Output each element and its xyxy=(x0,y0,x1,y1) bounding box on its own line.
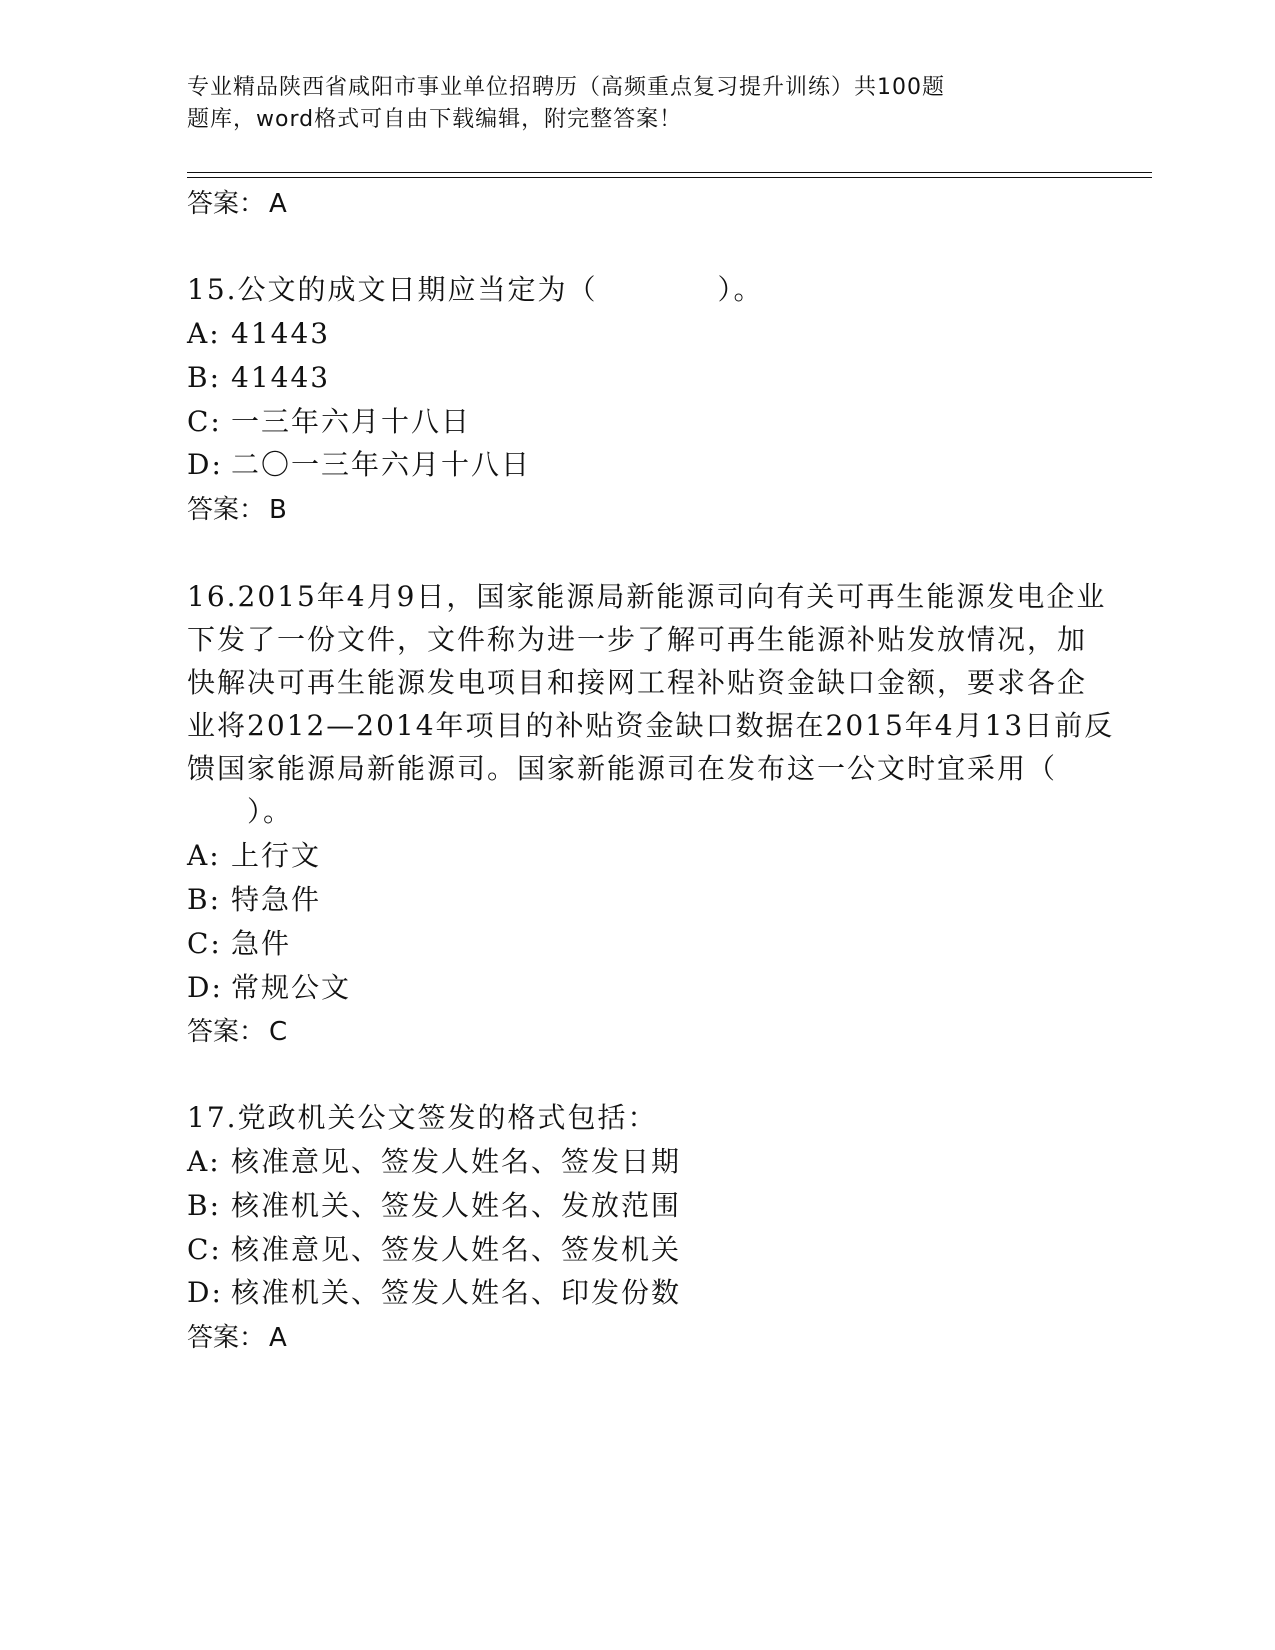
option-text: 41443 xyxy=(231,317,331,350)
option-letter: A: xyxy=(187,1145,221,1178)
answer-line-q15 xyxy=(187,490,287,530)
document-header-line-1: 专业精品陕西省咸阳市事业单位招聘历（高频重点复习提升训练）共100题 xyxy=(187,75,945,100)
option-letter: A: xyxy=(187,317,221,350)
option-letter: B: xyxy=(187,361,222,394)
option-letter: D: xyxy=(187,971,223,1004)
answer-value: B xyxy=(269,495,287,525)
answer-value: A xyxy=(269,189,287,219)
answer-label: 答案： xyxy=(187,1323,266,1353)
option-letter: B: xyxy=(187,883,222,916)
option-text: 核准意见、签发人姓名、签发日期 xyxy=(231,1145,682,1178)
question-16-option-a xyxy=(187,834,321,878)
option-letter: D: xyxy=(187,1276,223,1309)
option-letter: C: xyxy=(187,405,222,438)
question-15-option-d xyxy=(187,443,531,487)
question-16-stem-line-3: 快解决可再生能源发电项目和接网工程补贴资金缺口金额，要求各企 xyxy=(187,666,1088,699)
option-text: 核准意见、签发人姓名、签发机关 xyxy=(231,1233,682,1266)
option-text: 特急件 xyxy=(231,883,322,916)
question-17-option-a xyxy=(187,1140,681,1184)
option-text: 核准机关、签发人姓名、印发份数 xyxy=(231,1276,682,1309)
question-16-stem-line-1: 16.2015年4月9日，国家能源局新能源司向有关可再生能源发电企业 xyxy=(187,580,1107,613)
question-17-option-d xyxy=(187,1271,681,1315)
question-17-option-b xyxy=(187,1184,681,1228)
option-letter: B: xyxy=(187,1189,222,1222)
document-header-line-2: 题库，word格式可自由下载编辑，附完整答案！ xyxy=(187,107,683,132)
option-text: 上行文 xyxy=(231,839,322,872)
question-17-stem: 17.党政机关公文签发的格式包括： xyxy=(187,1101,658,1134)
header-rule-top xyxy=(187,172,1152,173)
question-16-stem-line-6: ）。 xyxy=(187,795,294,828)
option-text: 二〇一三年六月十八日 xyxy=(231,448,532,481)
question-15-option-b xyxy=(187,356,330,400)
answer-value: C xyxy=(269,1017,288,1047)
question-15-option-c xyxy=(187,400,471,444)
question-16-stem-line-5: 馈国家能源局新能源司。国家新能源司在发布这一公文时宜采用（ xyxy=(187,752,1058,785)
header-rule-bottom xyxy=(187,177,1152,178)
option-text: 核准机关、签发人姓名、发放范围 xyxy=(231,1189,682,1222)
answer-label: 答案： xyxy=(187,495,266,525)
answer-value: A xyxy=(269,1323,287,1353)
question-16-option-d xyxy=(187,966,351,1010)
answer-label: 答案： xyxy=(187,189,266,219)
answer-line-q16 xyxy=(187,1012,287,1052)
question-16-option-b xyxy=(187,878,321,922)
answer-line-q17 xyxy=(187,1318,287,1358)
question-16-stem-line-4: 业将2012—2014年项目的补贴资金缺口数据在2015年4月13日前反 xyxy=(187,709,1115,742)
question-16-stem-line-2: 下发了一份文件，文件称为进一步了解可再生能源补贴发放情况，加 xyxy=(187,623,1088,656)
question-15-option-a xyxy=(187,312,330,356)
question-16-option-c xyxy=(187,922,291,966)
question-17-option-c xyxy=(187,1228,681,1272)
option-text: 41443 xyxy=(231,361,331,394)
option-letter: A: xyxy=(187,839,221,872)
question-15-stem: 15.公文的成文日期应当定为（ ）。 xyxy=(187,273,764,306)
option-letter: C: xyxy=(187,927,222,960)
option-letter: C: xyxy=(187,1233,222,1266)
answer-line-q14 xyxy=(187,184,287,224)
answer-label: 答案： xyxy=(187,1017,266,1047)
option-text: 一三年六月十八日 xyxy=(231,405,472,438)
option-text: 急件 xyxy=(231,927,292,960)
option-text: 常规公文 xyxy=(231,971,352,1004)
option-letter: D: xyxy=(187,448,223,481)
